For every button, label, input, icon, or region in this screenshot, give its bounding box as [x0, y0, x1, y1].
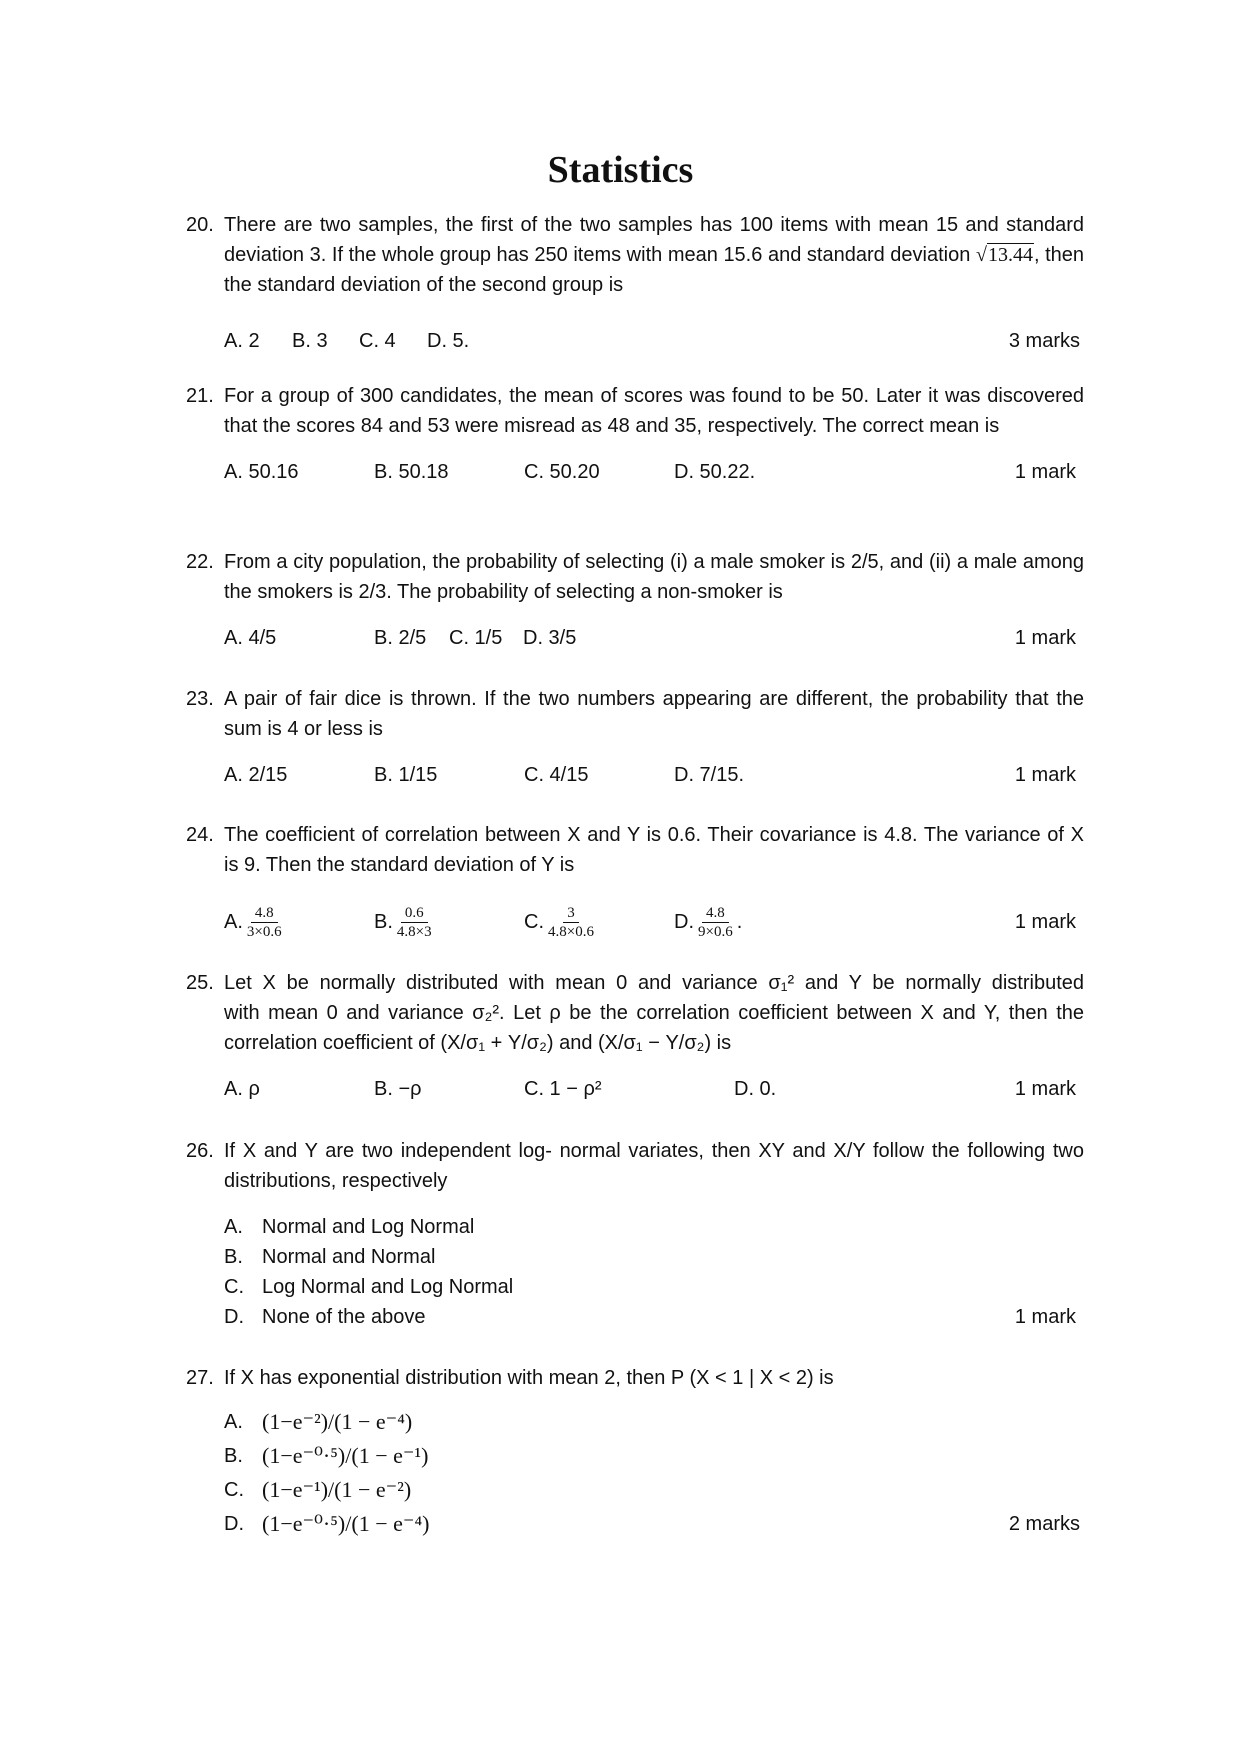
- option-d[interactable]: D. (1−e⁻⁰·⁵)/(1 − e⁻⁴) 2 marks: [224, 1507, 1084, 1541]
- option-c[interactable]: C. Log Normal and Log Normal: [224, 1276, 514, 1298]
- option-b[interactable]: B. Normal and Normal: [224, 1246, 436, 1268]
- options-row: [224, 760, 1084, 790]
- option-c[interactable]: C. $\frac{3}{4.8\times 0.6}$: [524, 900, 598, 944]
- option-d[interactable]: D. 50.22.: [674, 461, 756, 483]
- question-line: with mean 0 and variance σ₂². Let ρ be the correlation coefficient between X and Y, then the: [224, 1002, 1084, 1024]
- option-b[interactable]: B. 3: [292, 330, 328, 352]
- question-text: There are two samples, the first of the two samples has 100 items with mean 15 and standard deviation 3. If the whole group has 250 items with mean 15.6 and standard deviation √13.44, then the standard deviation of the second group is: [224, 214, 1084, 296]
- marks-label: 1 mark: [1014, 1306, 1076, 1328]
- question-22: [186, 547, 1084, 653]
- question-line: Let X be normally distributed with mean 0 and variance σ₁² and Y be normally distributed: [224, 972, 1084, 994]
- marks-label: 1 mark: [1014, 627, 1076, 649]
- option-b[interactable]: B. $\frac{0.6}{4.8\times 3}$: [374, 900, 436, 944]
- square-root: √13.44: [975, 244, 1033, 266]
- options-row: [224, 326, 1084, 356]
- question-26: [186, 1136, 1084, 1332]
- marks-label: 1 mark: [1014, 1078, 1076, 1100]
- question-27: [186, 1363, 1084, 1541]
- question-text: From a city population, the probability of selecting (i) a male smoker is 2/5, and (ii) a male among the smokers is 2/3. The probability of selecting a non-smoker is: [224, 551, 1084, 603]
- question-20: [186, 210, 1084, 356]
- option-a[interactable]: A. 50.16: [224, 461, 299, 483]
- option-a[interactable]: A. 2/15: [224, 764, 288, 786]
- fraction: $\frac{0.6}{4.8\times 3}$: [396, 905, 432, 941]
- option-a[interactable]: A. ρ: [224, 1078, 260, 1100]
- fraction: $\frac{4.8}{9\times 0.6}$: [698, 905, 733, 941]
- option-b[interactable]: B. 2/5: [374, 627, 427, 649]
- question-text: The coefficient of correlation between X and Y is 0.6. Their covariance is 4.8. The variance of X is 9. Then the standard deviation of Y is: [224, 824, 1084, 876]
- option-c[interactable]: C. 1/5: [449, 627, 503, 649]
- marks-label: 1 mark: [1014, 764, 1076, 786]
- option-a[interactable]: A. (1−e⁻²)/(1 − e⁻⁴): [224, 1409, 413, 1434]
- options-row: [224, 1074, 1084, 1104]
- option-c[interactable]: C. 4/15: [524, 764, 589, 786]
- question-number: 26.: [186, 1140, 214, 1162]
- marks-label: 2 marks: [1008, 1513, 1080, 1535]
- question-text: A pair of fair dice is thrown. If the two numbers appearing are different, the probability that the sum is 4 or less is: [224, 688, 1084, 740]
- question-number: 23.: [186, 688, 214, 710]
- marks-label: 1 mark: [1014, 911, 1076, 933]
- option-c[interactable]: C. 1 − ρ²: [524, 1078, 602, 1100]
- page-title: Statistics: [547, 149, 694, 191]
- question-text: If X and Y are two independent log- normal variates, then XY and X/Y follow the following two distributions, respectively: [224, 1140, 1084, 1192]
- question-number: 22.: [186, 551, 214, 573]
- question-number: 27.: [186, 1367, 214, 1389]
- options-list: [224, 1405, 1084, 1541]
- option-c[interactable]: C. 4: [359, 330, 396, 352]
- question-25: [186, 968, 1084, 1104]
- option-b[interactable]: B. 1/15: [374, 764, 438, 786]
- question-21: [186, 381, 1084, 487]
- option-d[interactable]: D. 0.: [734, 1078, 777, 1100]
- question-number: 20.: [186, 214, 214, 236]
- option-d[interactable]: D. 7/15.: [674, 764, 745, 786]
- fraction: $\frac{3}{4.8\times 0.6}$: [548, 905, 594, 941]
- marks-label: 1 mark: [1014, 461, 1076, 483]
- option-b[interactable]: B. −ρ: [374, 1078, 422, 1100]
- options-row: [224, 623, 1084, 653]
- option-d[interactable]: D. None of the above 1 mark: [224, 1302, 1084, 1332]
- option-b[interactable]: B. 50.18: [374, 461, 449, 483]
- marks-label: 3 marks: [1008, 330, 1080, 352]
- question-line: correlation coefficient of (X/σ₁ + Y/σ₂) and (X/σ₁ − Y/σ₂) is: [224, 1032, 732, 1054]
- option-c[interactable]: C. (1−e⁻¹)/(1 − e⁻²): [224, 1477, 412, 1502]
- option-b[interactable]: B. (1−e⁻⁰·⁵)/(1 − e⁻¹): [224, 1443, 429, 1468]
- question-number: 21.: [186, 385, 214, 407]
- option-d[interactable]: D. 3/5: [523, 627, 577, 649]
- option-a[interactable]: A. 2: [224, 330, 260, 352]
- option-d[interactable]: D. 5.: [427, 330, 470, 352]
- option-a[interactable]: A. 4/5: [224, 627, 277, 649]
- option-a[interactable]: A. Normal and Log Normal: [224, 1216, 475, 1238]
- question-number: 25.: [186, 972, 214, 994]
- question-text: [224, 968, 1084, 1058]
- question-text: If X has exponential distribution with mean 2, then P (X < 1 | X < 2) is: [224, 1367, 834, 1389]
- question-24: [186, 820, 1084, 944]
- options-row: [224, 900, 1084, 944]
- question-number: 24.: [186, 824, 214, 846]
- question-23: [186, 684, 1084, 790]
- options-row: [224, 457, 1084, 487]
- option-d[interactable]: D. $\frac{4.8}{9\times 0.6}$ .: [674, 905, 743, 941]
- fraction: $\frac{4.8}{3\times 0.6}$: [246, 905, 282, 941]
- options-list: [224, 1212, 1084, 1332]
- question-text: For a group of 300 candidates, the mean of scores was found to be 50. Later it was discovered that the scores 84 and 53 were misread as 48 and 35, respectively. The correct mean is: [224, 385, 1084, 437]
- option-a[interactable]: A. $\frac{4.8}{3\times 0.6}$: [224, 900, 286, 944]
- option-c[interactable]: C. 50.20: [524, 461, 600, 483]
